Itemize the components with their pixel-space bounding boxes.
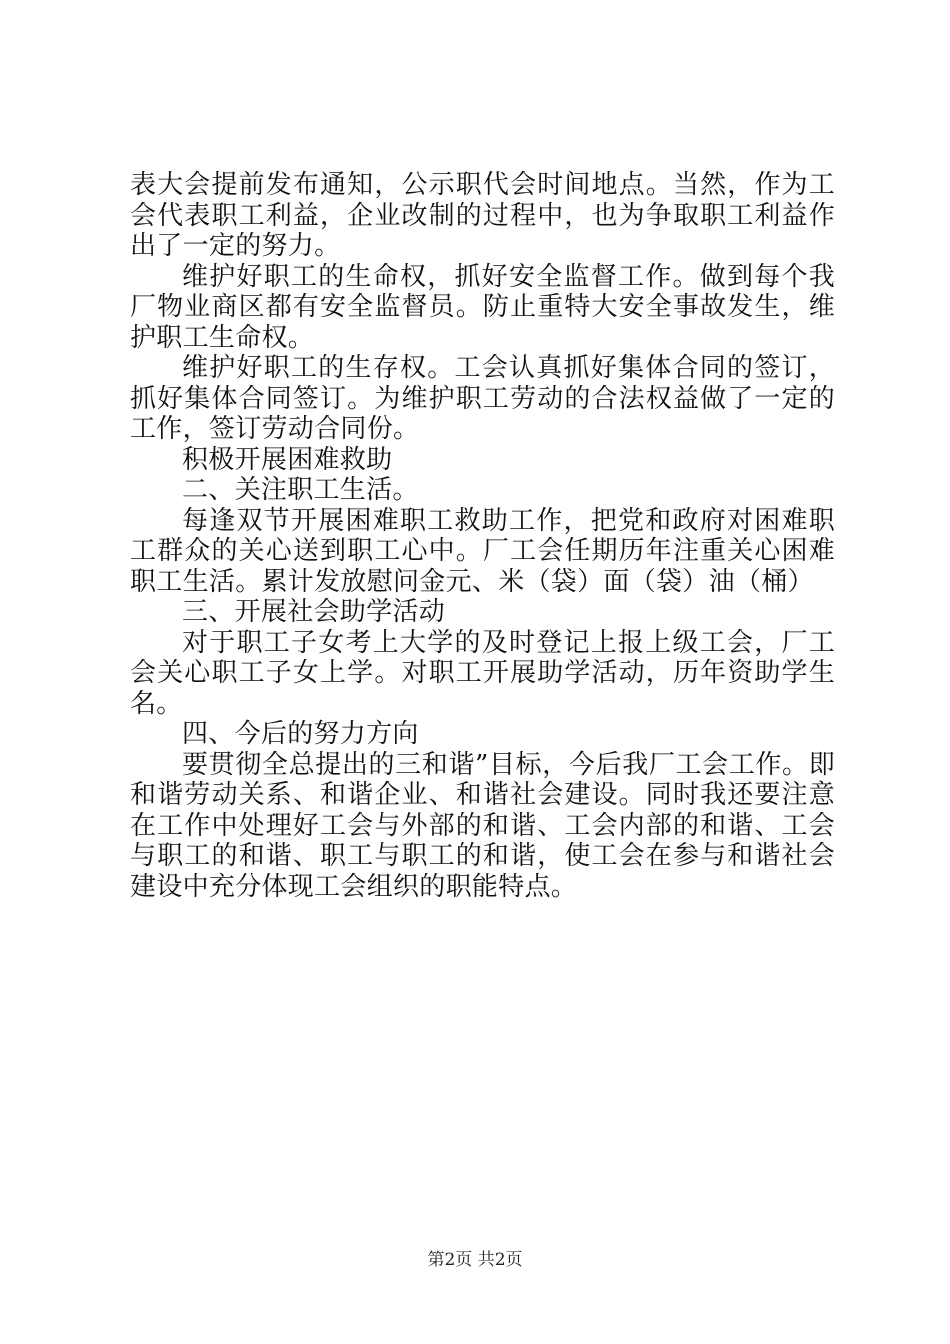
heading-section-two: 二、关注职工生活。 [182,475,419,505]
paragraph-right-to-life: 维护好职工的生命权，抓好安全监督工作。做到每个我厂物业商区都有安全监督员。防止重特大安全事故发生，维护职工生命权。 [130,261,835,353]
paragraph-education-aid: 对于职工子女考上大学的及时登记上报上级工会，厂工会关心职工子女上学。对职工开展助学活动，历年资助学生名。 [130,627,835,719]
document-body [130,170,835,902]
heading-section-four: 四、今后的努力方向 [182,719,419,749]
heading-hardship-aid: 积极开展困难救助 [182,444,393,475]
page-number-footer: 第2页 共2页 [427,1250,523,1270]
heading-section-three: 三、开展社会助学活动 [182,597,446,627]
paragraph-future-direction: 要贯彻全总提出的三和谐”目标，今后我厂工会工作。即和谐劳动关系、和谐企业、和谐社会建设。同时我还要注意在工作中处理好工会与外部的和谐、工会内部的和谐、工会与职工的和谐、职工与职工的和谐，使工会在参与和谐社会建设中充分体现工会组织的职能特点。 [130,749,835,902]
paragraph-right-to-subsistence: 维护好职工的生存权。工会认真抓好集体合同的签订，抓好集体合同签订。为维护职工劳动的合法权益做了一定的工作，签订劳动合同份。 [130,353,835,444]
paragraph-continuation: 表大会提前发布通知，公示职代会时间地点。当然，作为工会代表职工利益，企业改制的过程中，也为争取职工利益作出了一定的努力。 [130,170,835,261]
paragraph-holiday-aid: 每逢双节开展困难职工救助工作，把党和政府对困难职工群众的关心送到职工心中。厂工会任期历年注重关心困难职工生活。累计发放慰问金元、米（袋）面（袋）油（桶） [130,505,835,597]
